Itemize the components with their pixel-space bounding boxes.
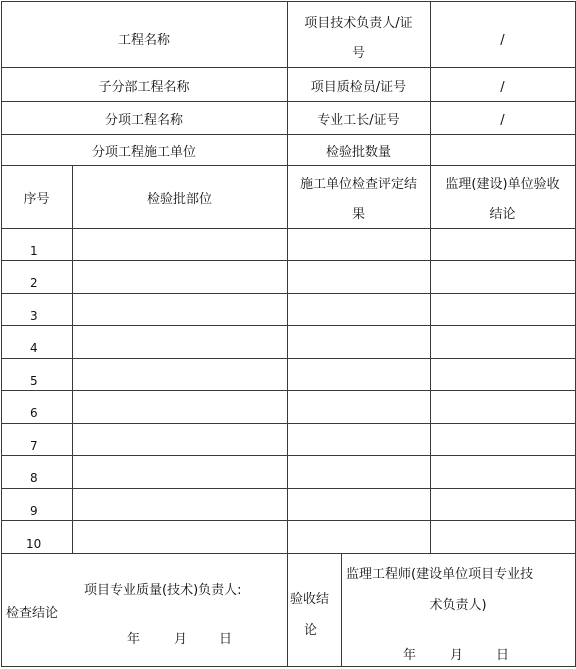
row-number: 4 xyxy=(30,341,38,355)
tech-lead-label: 项目技术负责人/证 xyxy=(304,16,413,31)
row-number: 5 xyxy=(30,374,38,388)
col-contractor-result-header: 施工单位检查评定结 xyxy=(299,177,417,192)
quality-inspector-label: 项目质检员/证号 xyxy=(310,80,407,95)
row-number: 8 xyxy=(30,471,38,485)
check-conclusion-label: 检查结论 xyxy=(6,606,59,621)
contractor-label: 分项工程施工单位 xyxy=(91,145,196,160)
tech-lead-value: / xyxy=(500,33,505,48)
row-number: 7 xyxy=(30,439,38,453)
col-seq-header: 序号 xyxy=(23,192,50,207)
foreman-value: / xyxy=(500,113,505,128)
supervisor-date-year: 年 xyxy=(403,648,417,663)
row-number: 3 xyxy=(30,309,38,323)
col-supervisor-result-header-cont: 结论 xyxy=(489,207,516,222)
col-contractor-result-header-cont: 果 xyxy=(351,207,365,222)
date-month: 月 xyxy=(174,632,188,647)
tech-lead-label-cont: 号 xyxy=(351,46,365,61)
row-number: 1 xyxy=(30,244,38,258)
project-name-label: 工程名称 xyxy=(117,33,170,48)
quality-inspector-value: / xyxy=(500,80,505,95)
sub-project-label: 子分部工程名称 xyxy=(98,80,190,95)
supervisor-signature-label: 监理工程师(建设单位项目专业技 xyxy=(346,567,534,582)
foreman-label: 专业工长/证号 xyxy=(317,113,400,128)
date-day: 日 xyxy=(219,632,233,647)
acceptance-conclusion-label-cont: 论 xyxy=(304,623,318,638)
row-number: 6 xyxy=(30,406,38,420)
col-location-header: 检验批部位 xyxy=(146,192,212,207)
col-supervisor-result-header: 监理(建设)单位验收 xyxy=(445,177,560,192)
acceptance-conclusion-label: 验收结 xyxy=(290,592,330,607)
row-number: 9 xyxy=(30,504,38,518)
supervisor-date-month: 月 xyxy=(450,648,464,663)
row-number: 10 xyxy=(26,537,42,551)
supervisor-signature-label-cont: 术负责人) xyxy=(429,598,487,613)
batch-count-label: 检验批数量 xyxy=(325,145,391,160)
row-number: 2 xyxy=(30,276,38,290)
supervisor-date-day: 日 xyxy=(496,648,510,663)
quality-lead-signature-label: 项目专业质量(技术)负责人: xyxy=(84,583,242,598)
item-project-label: 分项工程名称 xyxy=(104,113,183,128)
date-year: 年 xyxy=(127,632,141,647)
